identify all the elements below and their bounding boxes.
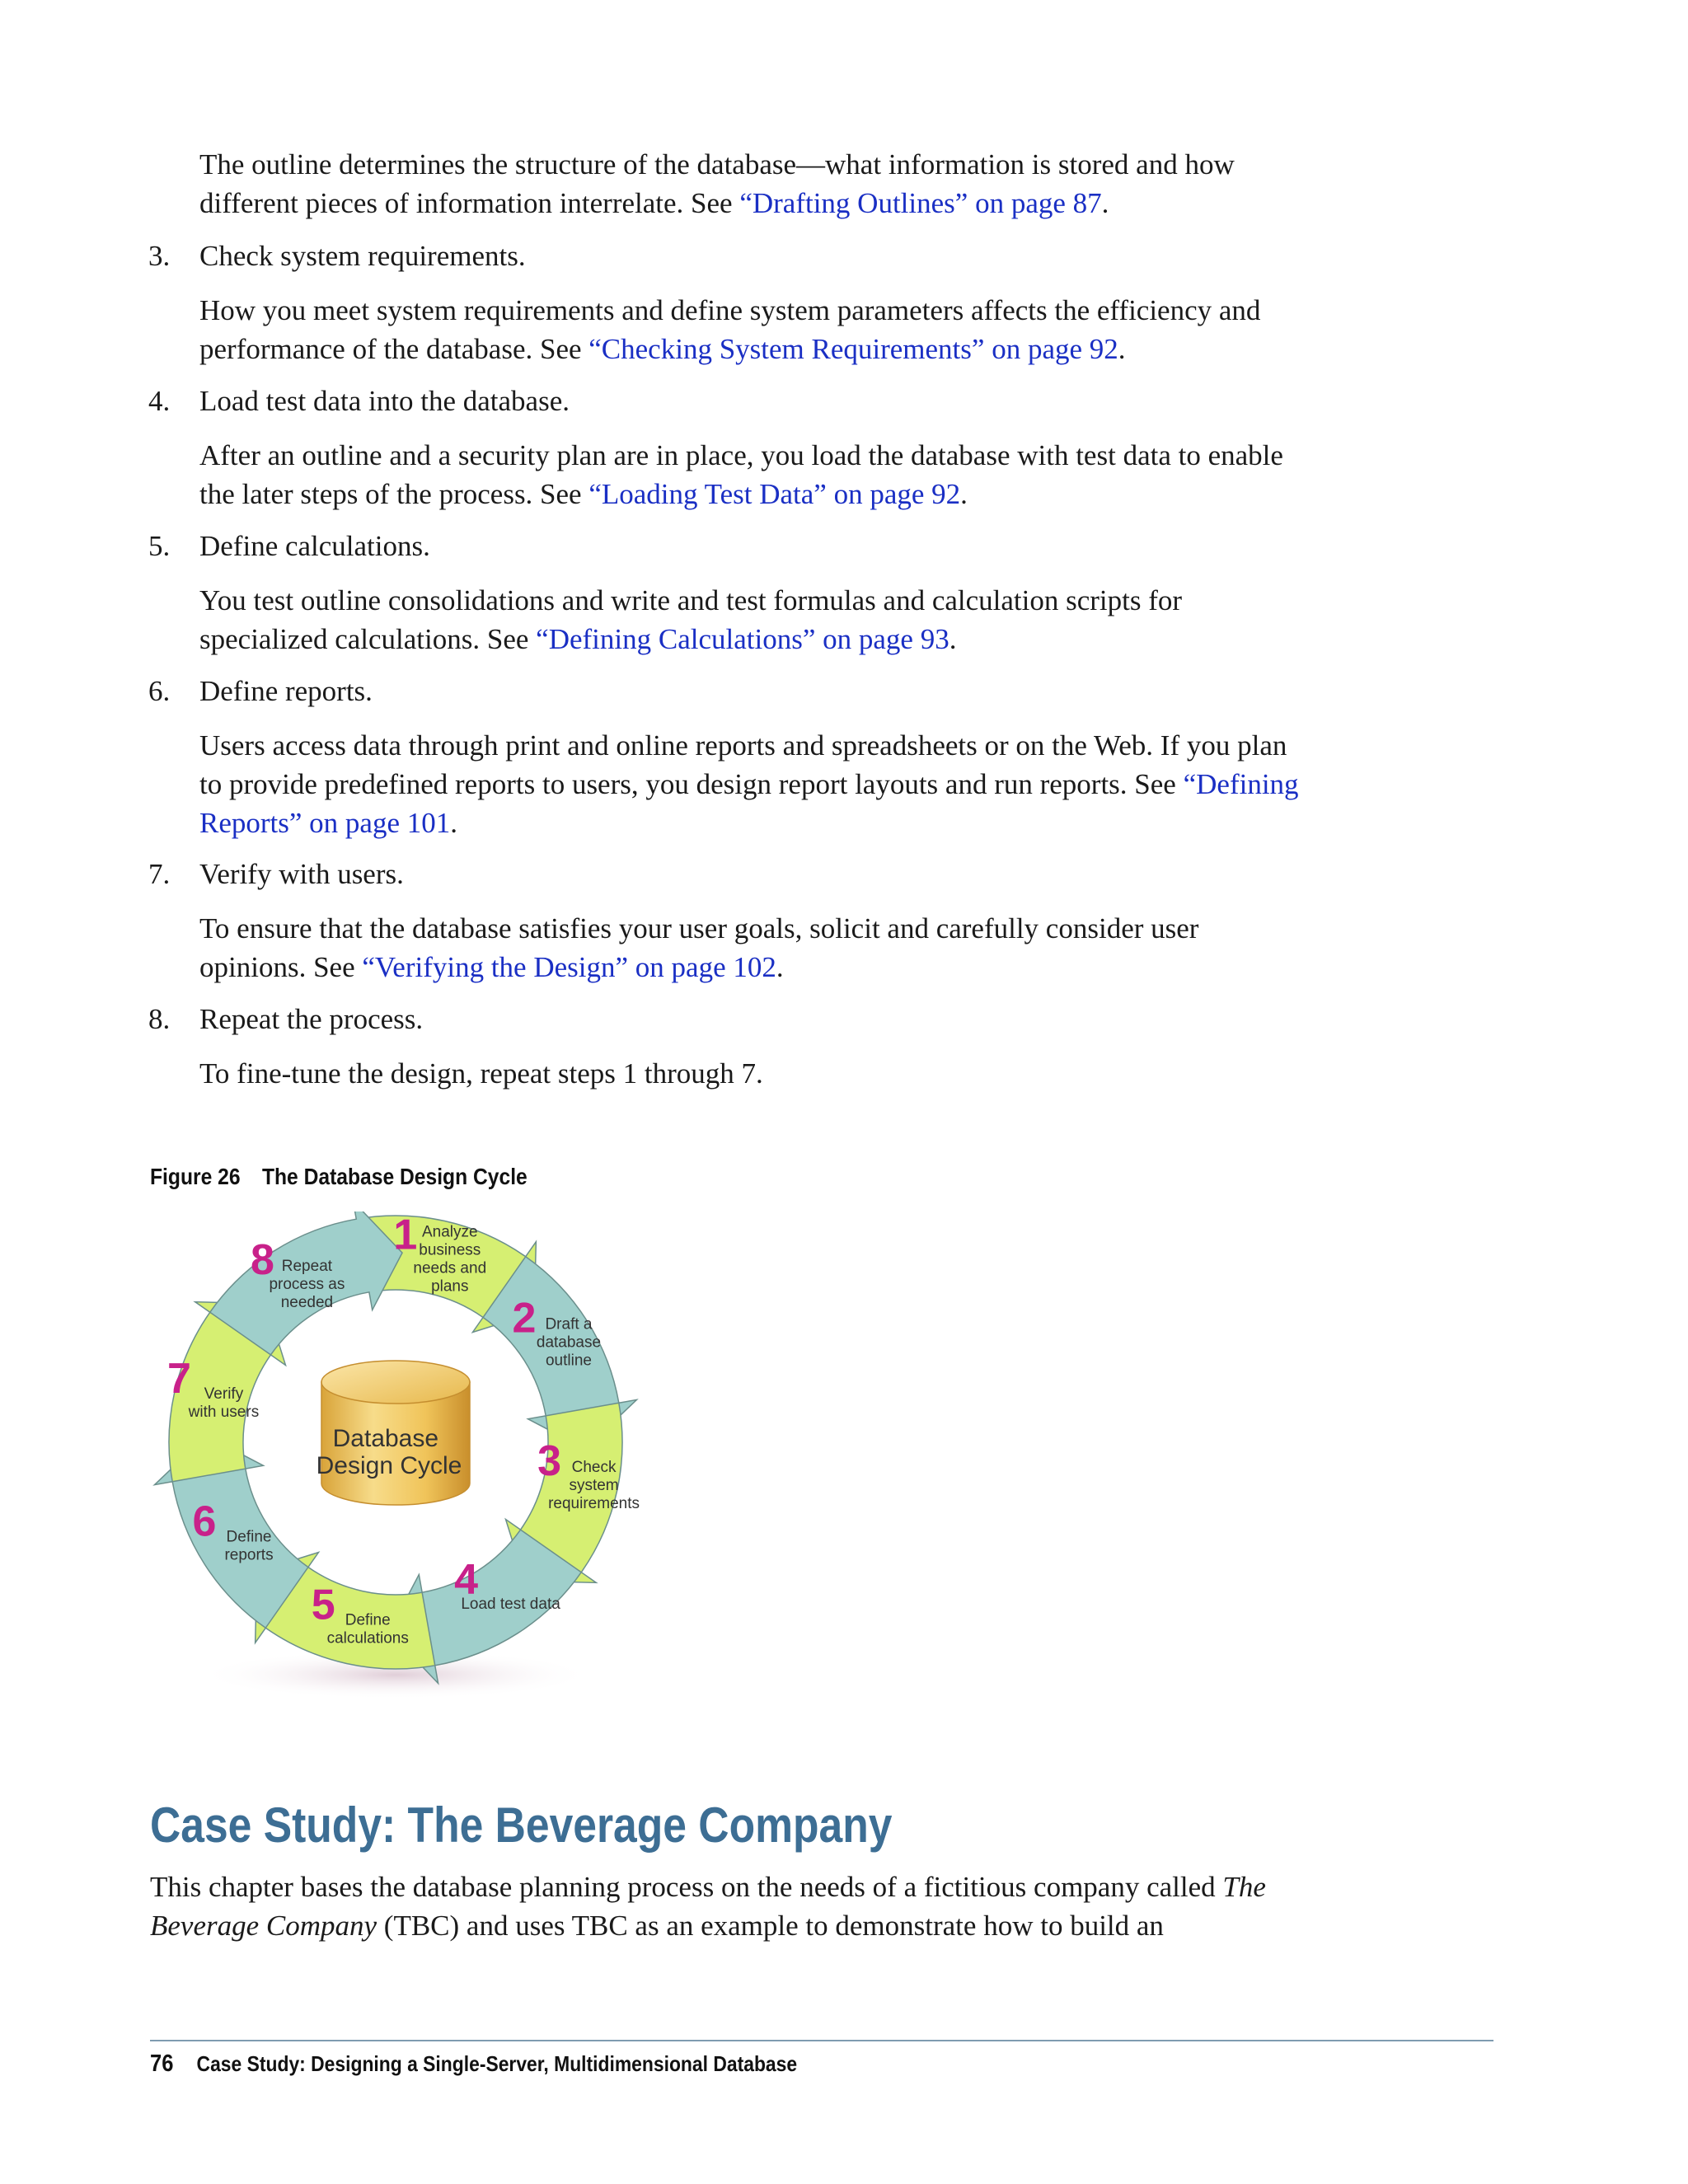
step-title: Check system requirements. — [199, 240, 526, 272]
figure-caption — [150, 1164, 528, 1190]
step-number: 7. — [148, 858, 171, 890]
company-name: The Beverage Company — [150, 1871, 1266, 1942]
segment-number-6: 6 — [192, 1497, 217, 1546]
segment-number-3: 3 — [537, 1436, 562, 1485]
link-loading-test-data[interactable]: “Loading Test Data” on page 92 — [588, 478, 961, 510]
segment-label-3: Check system requirements — [548, 1458, 640, 1512]
step-description: Users access data through print and online reports and spreadsheets or on the Web. If you plan to provide predefined reports to users, you design report layouts and run reports. See “Defining Reports” on page 101. — [199, 729, 1299, 839]
step-title: Repeat the process. — [199, 1003, 424, 1035]
step-number: 8. — [148, 1003, 171, 1035]
step-title: Define calculations. — [199, 530, 430, 562]
segment-label-7: Verify with users — [188, 1385, 260, 1422]
figure-title: The Database Design Cycle — [261, 1164, 528, 1189]
link-verifying-the-design[interactable]: “Verifying the Design” on page 102 — [362, 951, 776, 983]
segment-label-5: Define calculations — [326, 1611, 409, 1647]
running-title: Case Study: Designing a Single-Server, Multidimensional Database — [196, 2051, 798, 2076]
step-description: After an outline and a security plan are in place, you load the database with test data to enable the later steps of the process. See “Loading Test Data” on page 92. — [199, 439, 1283, 510]
segment-label-4: Load test data — [461, 1595, 560, 1613]
segment-number-1: 1 — [393, 1212, 418, 1259]
link-defining-calculations[interactable]: “Defining Calculations” on page 93 — [536, 623, 950, 655]
section-heading: Case Study: The Beverage Company — [150, 1797, 893, 1853]
step-number: 6. — [148, 675, 171, 707]
step-description: To ensure that the database satisfies your user goals, solicit and carefully consider user opinions. See “Verifying the Design” on page 102. — [199, 912, 1199, 983]
segment-label-6: Define reports — [224, 1528, 274, 1564]
step-title: Verify with users. — [199, 858, 404, 890]
segment-number-5: 5 — [311, 1581, 335, 1629]
page-footer — [150, 2050, 797, 2078]
footer-rule — [150, 2040, 1493, 2041]
step-title: Load test data into the database. — [199, 385, 570, 417]
step-item — [148, 527, 430, 565]
segment-label-1: Analyze business needs and plans — [413, 1223, 487, 1296]
step-number: 3. — [148, 240, 171, 272]
segment-number-2: 2 — [512, 1294, 537, 1343]
center-label: Database Design Cycle — [316, 1425, 462, 1479]
step-item — [148, 237, 526, 275]
step-item — [148, 382, 570, 420]
intro-paragraph: The outline determines the structure of the database—what information is stored and how different pieces of information interrelate. See “Drafting Outlines” on page 87. — [199, 148, 1235, 219]
link-defining-reports[interactable]: “Defining Reports” on page 101 — [199, 768, 1299, 839]
step-item — [148, 855, 404, 893]
step-description: You test outline consolidations and write and test formulas and calculation scripts for specialized calculations. See “Defining Calculations” on page 93. — [199, 584, 1183, 655]
step-number: 5. — [148, 530, 171, 562]
segment-number-7: 7 — [166, 1355, 191, 1404]
step-item — [148, 1000, 423, 1038]
figure-number: Figure 26 — [150, 1164, 241, 1189]
step-number: 4. — [148, 385, 171, 417]
step-description: To fine-tune the design, repeat steps 1 through 7. — [199, 1057, 763, 1090]
design-cycle-diagram — [140, 1212, 651, 1714]
segment-number-8: 8 — [250, 1236, 274, 1285]
link-drafting-outlines[interactable]: “Drafting Outlines” on page 87 — [739, 187, 1102, 219]
case-study-paragraph: This chapter bases the database planning process on the needs of a fictitious company called The Beverage Company (TBC) and uses TBC as an example to demonstrate how to build an — [150, 1871, 1266, 1942]
step-title: Define reports. — [199, 675, 373, 707]
step-item — [148, 672, 373, 710]
page-number: 76 — [150, 2050, 174, 2077]
step-description: How you meet system requirements and define system parameters affects the efficiency and performance of the database. See “Checking System Requirements” on page 92. — [199, 294, 1261, 365]
segment-label-2: Draft a database outline — [536, 1315, 602, 1370]
link-checking-system-requirements[interactable]: “Checking System Requirements” on page 92 — [588, 333, 1118, 365]
intro-text: The outline determines the structure of the database—what information is stored and how different pieces of information interrelate. See — [199, 148, 1235, 219]
segment-number-4: 4 — [454, 1555, 479, 1604]
segment-label-8: Repeat process as needed — [269, 1258, 345, 1312]
